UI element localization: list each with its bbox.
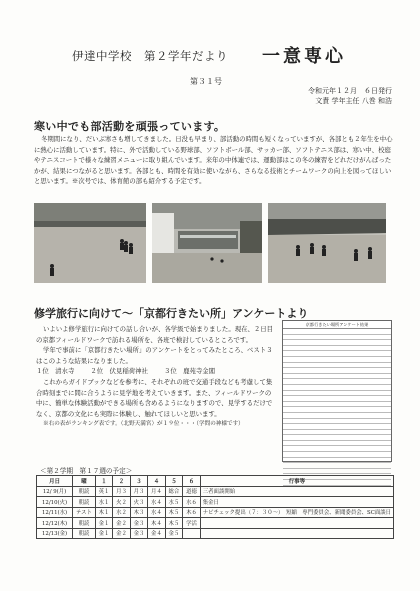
ranking-top3 xyxy=(36,366,276,377)
section1-body: 冬期間になり、だいぶ寒さも増してきました。日没も早まり、部活動の時間も短くなっていますが、各部とも２年生を中心に熱心に活動しています。特に、外で活動している野球部、ソフトボール部、サッカー部、ソフトテニス部は、寒い中、校庭やテニスコートで様々な練習メニューに取り組んでいます。来年の中体連では、運動部はこの冬の練習をどれだけがんばったかが、結果につながると思います。各部とも、時間を有効に使いながら、さらなる技術とチームワークの向上を図ってほしいと思います。※次号では、体育館の部も紹介する予定です。 xyxy=(34,135,393,186)
schedule-cell: 水４ xyxy=(148,507,165,518)
schedule-cell: 月４ xyxy=(148,486,165,497)
ranking-table-title: 京都行きたい場所アンケート結果 xyxy=(283,321,391,329)
schedule-cell: 金１ xyxy=(95,518,112,529)
schedule-cell: 月３ xyxy=(113,486,130,497)
schedule-cell: 三者面談開始 xyxy=(200,486,393,497)
schedule-cell: 水１ xyxy=(95,497,112,508)
rank-1: １位 清水寺 xyxy=(36,367,75,376)
schedule-cell: 水６ xyxy=(183,497,201,508)
schedule-cell: 朝読 xyxy=(73,486,96,497)
schedule-col-header: ６ xyxy=(183,476,201,487)
schedule-cell xyxy=(200,528,393,539)
schedule-cell: 月３ xyxy=(130,486,147,497)
schedule-col-header: ３ xyxy=(130,476,147,487)
schedule-col-header: ５ xyxy=(165,476,182,487)
schedule-cell: 学活 xyxy=(183,518,201,529)
issue-date-author xyxy=(300,86,392,106)
schedule-cell: 金５ xyxy=(165,528,182,539)
schedule-cell xyxy=(183,528,201,539)
club-photo-field xyxy=(34,203,146,283)
schedule-col-header: 月日 xyxy=(37,476,73,487)
schedule-row xyxy=(37,507,394,518)
schedule-cell: 12/11(水) xyxy=(37,507,73,518)
schedule-col-header: １ xyxy=(95,476,112,487)
club-photo-school xyxy=(152,203,262,283)
schedule-cell: 道徳 xyxy=(183,486,201,497)
rank-3: ３位 鹿苑寺金閣 xyxy=(163,367,216,376)
newsletter-title: 一意専心 xyxy=(262,46,346,67)
schedule-cell xyxy=(200,518,393,529)
schedule-cell: 木３ xyxy=(130,507,147,518)
ranking-table-rows xyxy=(283,329,391,486)
schedule-col-header: 行事等 xyxy=(200,476,393,487)
club-photo-soccer xyxy=(268,203,386,283)
schedule-cell: 金２ xyxy=(113,528,130,539)
schedule-header-row xyxy=(37,476,394,487)
schedule-col-header: 曜 xyxy=(73,476,96,487)
newsletter-school-line: 伊達中学校 第２学年だより xyxy=(72,49,228,63)
issue-number: 第３１号 xyxy=(190,77,222,86)
schedule-cell: 火３ xyxy=(130,497,147,508)
schedule-cell: 水４ xyxy=(148,497,165,508)
schedule-cell: 木５ xyxy=(165,507,182,518)
schedule-cell: 12/ 9(月) xyxy=(37,486,73,497)
issue-date: 令和元年１２月 ６日発行 xyxy=(308,87,392,95)
section2-body xyxy=(36,324,276,430)
schedule-cell: 12/10(火) xyxy=(37,497,73,508)
schedule-cell: 木１ xyxy=(95,507,112,518)
schedule-col-header: ４ xyxy=(148,476,165,487)
schedule-cell: 総合 xyxy=(165,486,182,497)
schedule-row xyxy=(37,486,394,497)
schedule-cell: テスト xyxy=(73,507,96,518)
section2-paragraph: 学年で事前に「京都行きたい場所」のアンケートをとってみたところ、ベスト３はこのような結果になりました。 xyxy=(36,346,273,365)
schedule-cell: 朝読 xyxy=(73,497,96,508)
author-line: 文責 学年主任 八巻 和浩 xyxy=(315,97,392,105)
schedule-cell: 金３ xyxy=(130,528,147,539)
schedule-row xyxy=(37,518,394,529)
schedule-heading: ＜第２学期 第１７週の予定＞ xyxy=(40,467,133,475)
schedule-cell: 金４ xyxy=(148,528,165,539)
section1-heading: 寒い中でも部活動を頑張っています。 xyxy=(34,120,226,133)
schedule-cell: 金２ xyxy=(113,518,130,529)
ranking-table-image xyxy=(282,320,392,462)
schedule-cell: 12/13(金) xyxy=(37,528,73,539)
schedule-cell: 水５ xyxy=(165,497,182,508)
section2-paragraph: これからガイドブックなどを参考に、それぞれの班で交通手段なども考慮して集合時刻までに間に合うように見学地を考えていきます。また、フィールドワークの中に、簡単な体験活動ができる場所も含めるようになりますので、見学するだけでなく、京都の文化にも実際に体験し、触れてほしいと思います。 xyxy=(36,377,273,418)
schedule-cell: 火２ xyxy=(113,497,130,508)
schedule-cell: 朝読 xyxy=(73,518,96,529)
schedule-cell: 木４ xyxy=(148,518,165,529)
schedule-cell: 金１ xyxy=(95,528,112,539)
schedule-cell: 木５ xyxy=(165,518,182,529)
schedule-cell: ナビチェック提出（７：３０〜） 短縮 専門委員会、新聞委員会、SC面談日 xyxy=(200,507,393,518)
schedule-cell: 英１ xyxy=(95,486,112,497)
rank-2: ２位 伏見稲荷神社 xyxy=(90,367,148,376)
section2-paragraph: いよいよ修学旅行に向けての話し合いが、各学級で始まりました。現在、２日目の京都フィールドワークで訪れる場所を、各班で検討しているところです。 xyxy=(36,325,274,344)
schedule-cell: 金３ xyxy=(130,518,147,529)
ranking-note: ※右の表がランキング表です。（北野天満宮）が１９位・・・（学問の神様です） xyxy=(43,421,244,428)
schedule-row xyxy=(37,528,394,539)
schedule-col-header: ２ xyxy=(113,476,130,487)
section2-heading: 修学旅行に向けて～「京都行きたい所」アンケートより xyxy=(34,307,309,320)
schedule-cell: 集金日 xyxy=(200,497,393,508)
schedule-cell: 水２ xyxy=(113,507,130,518)
schedule-row xyxy=(37,497,394,508)
schedule-cell: 12/12(木) xyxy=(37,518,73,529)
schedule-table xyxy=(36,475,394,539)
schedule-cell: 木６ xyxy=(183,507,201,518)
schedule-cell: 朝読 xyxy=(73,528,96,539)
